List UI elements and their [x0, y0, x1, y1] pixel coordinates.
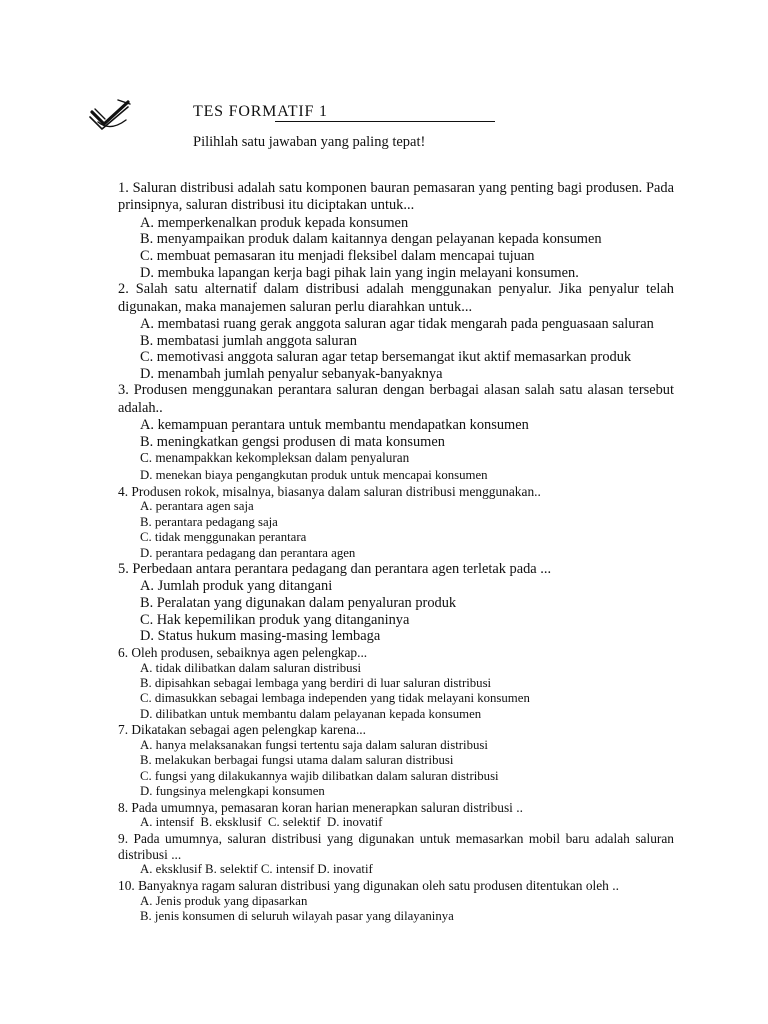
option-b: B. melakukan berbagai fungsi utama dalam saluran distribusi: [140, 753, 454, 768]
option-b: B. perantara pedagang saja: [140, 514, 278, 529]
option-list: [118, 316, 674, 382]
question-1: [118, 180, 674, 281]
question-stem: 2. Salah satu alternatif dalam distribusi adalah menggunakan penyalur. Jika penyalur telah digunakan, maka manajemen saluran perlu diarahkan untuk...: [118, 281, 674, 315]
option-list: [118, 738, 674, 800]
question-10: [118, 878, 674, 925]
question-9: [118, 831, 674, 878]
option-a: A. Jenis produk yang dipasarkan: [140, 893, 308, 908]
option-list: [118, 661, 674, 723]
option-b: B. membatasi jumlah anggota saluran: [140, 332, 358, 349]
option-d: D. fungsinya melengkapi konsumen: [140, 784, 325, 799]
checklist-icon: [88, 98, 132, 132]
option-list: [118, 215, 674, 281]
question-stem: 9. Pada umumnya, saluran distribusi yang digunakan untuk memasarkan mobil baru adalah saluran distribusi ...: [118, 830, 674, 862]
option-c: C. tidak menggunakan perantara: [140, 530, 307, 545]
option-a: A. perantara agen saja: [140, 499, 254, 514]
option-c: C. fungsi yang dilakukannya wajib dilibatkan dalam saluran distribusi: [140, 768, 499, 783]
question-7: [118, 722, 674, 799]
option-b: B. Peralatan yang digunakan dalam penyaluran produk: [140, 594, 457, 611]
option-a: A. kemampuan perantara untuk membantu mendapatkan konsumen: [140, 417, 529, 434]
title-row: [193, 103, 495, 123]
option-list: [118, 815, 674, 830]
option-list: [118, 894, 674, 925]
option-c: C. membuat pemasaran itu menjadi fleksibel dalam mencapai tujuan: [140, 248, 535, 264]
option-b: B. jenis konsumen di seluruh wilayah pasar yang dilayaninya: [140, 909, 454, 924]
option-c: C. dimasukkan sebagai lembaga independen yang tidak melayani konsumen: [140, 691, 530, 706]
question-6: [118, 645, 674, 722]
question-stem: 3. Produsen menggunakan perantara saluran dengan berbagai alasan salah satu alasan tersebut adalah..: [118, 382, 674, 416]
option-a: A. tidak dilibatkan dalam saluran distribusi: [140, 660, 362, 675]
option-list: [118, 862, 674, 877]
question-stem: 5. Perbedaan antara perantara pedagang dan perantara agen terletak pada ...: [118, 560, 552, 577]
option-row: A. eksklusif B. selektif C. intensif D. inovatif: [140, 862, 373, 877]
option-list: [118, 499, 674, 561]
option-a: A. memperkenalkan produk kepada konsumen: [140, 214, 409, 231]
option-row: A. intensif B. eksklusif C. selektif D. inovatif: [140, 815, 383, 830]
option-d: D. menekan biaya pengangkutan produk untuk mencapai konsumen: [140, 467, 488, 482]
question-stem: 7. Dikatakan sebagai agen pelengkap karena...: [118, 722, 366, 738]
question-3: [118, 382, 674, 483]
question-stem: 6. Oleh produsen, sebaiknya agen pelengkap...: [118, 644, 368, 660]
option-list: [118, 417, 674, 483]
question-list: [118, 180, 674, 924]
option-c: C. Hak kepemilikan produk yang ditanganinya: [140, 611, 410, 628]
instruction-text: Pilihlah satu jawaban yang paling tepat!: [193, 134, 426, 150]
question-8: [118, 800, 674, 831]
option-c: C. menampakkan kekompleksan dalam penyaluran: [140, 450, 410, 466]
option-a: A. Jumlah produk yang ditangani: [140, 578, 333, 595]
option-d: D. Status hukum masing-masing lembaga: [140, 628, 381, 645]
option-d: D. menambah jumlah penyalur sebanyak-banyaknya: [140, 365, 443, 382]
question-2: [118, 281, 674, 382]
option-a: A. membatasi ruang gerak anggota saluran agar tidak mengarah pada penguasaan saluran: [140, 316, 654, 332]
question-stem: 4. Produsen rokok, misalnya, biasanya dalam saluran distribusi menggunakan..: [118, 483, 541, 499]
option-c: C. memotivasi anggota saluran agar tetap bersemangat ikut aktif memasarkan produk: [140, 349, 632, 366]
question-4: [118, 484, 674, 561]
option-b: B. meningkatkan gengsi produsen di mata konsumen: [140, 433, 445, 450]
option-d: D. perantara pedagang dan perantara agen: [140, 545, 356, 560]
page-title: TES FORMATIF 1: [193, 103, 328, 120]
option-d: D. dilibatkan untuk membantu dalam pelayanan kepada konsumen: [140, 706, 482, 721]
option-b: B. menyampaikan produk dalam kaitannya dengan pelayanan kepada konsumen: [140, 231, 602, 248]
option-list: [118, 578, 674, 644]
title-underline: [275, 121, 495, 122]
question-stem: 8. Pada umumnya, pemasaran koran harian menerapkan saluran distribusi ..: [118, 799, 523, 815]
option-a: A. hanya melaksanakan fungsi tertentu saja dalam saluran distribusi: [140, 737, 488, 752]
option-b: B. dipisahkan sebagai lembaga yang berdiri di luar saluran distribusi: [140, 675, 492, 690]
question-stem: 10. Banyaknya ragam saluran distribusi yang digunakan oleh satu produsen ditentukan oleh ..: [118, 877, 619, 893]
question-5: [118, 561, 674, 645]
option-d: D. membuka lapangan kerja bagi pihak lain yang ingin melayani konsumen.: [140, 264, 579, 281]
question-stem: 1. Saluran distribusi adalah satu komponen bauran pemasaran yang penting bagi produsen. Pada prinsipnya, saluran distribusi itu diciptakan untuk...: [118, 180, 674, 214]
